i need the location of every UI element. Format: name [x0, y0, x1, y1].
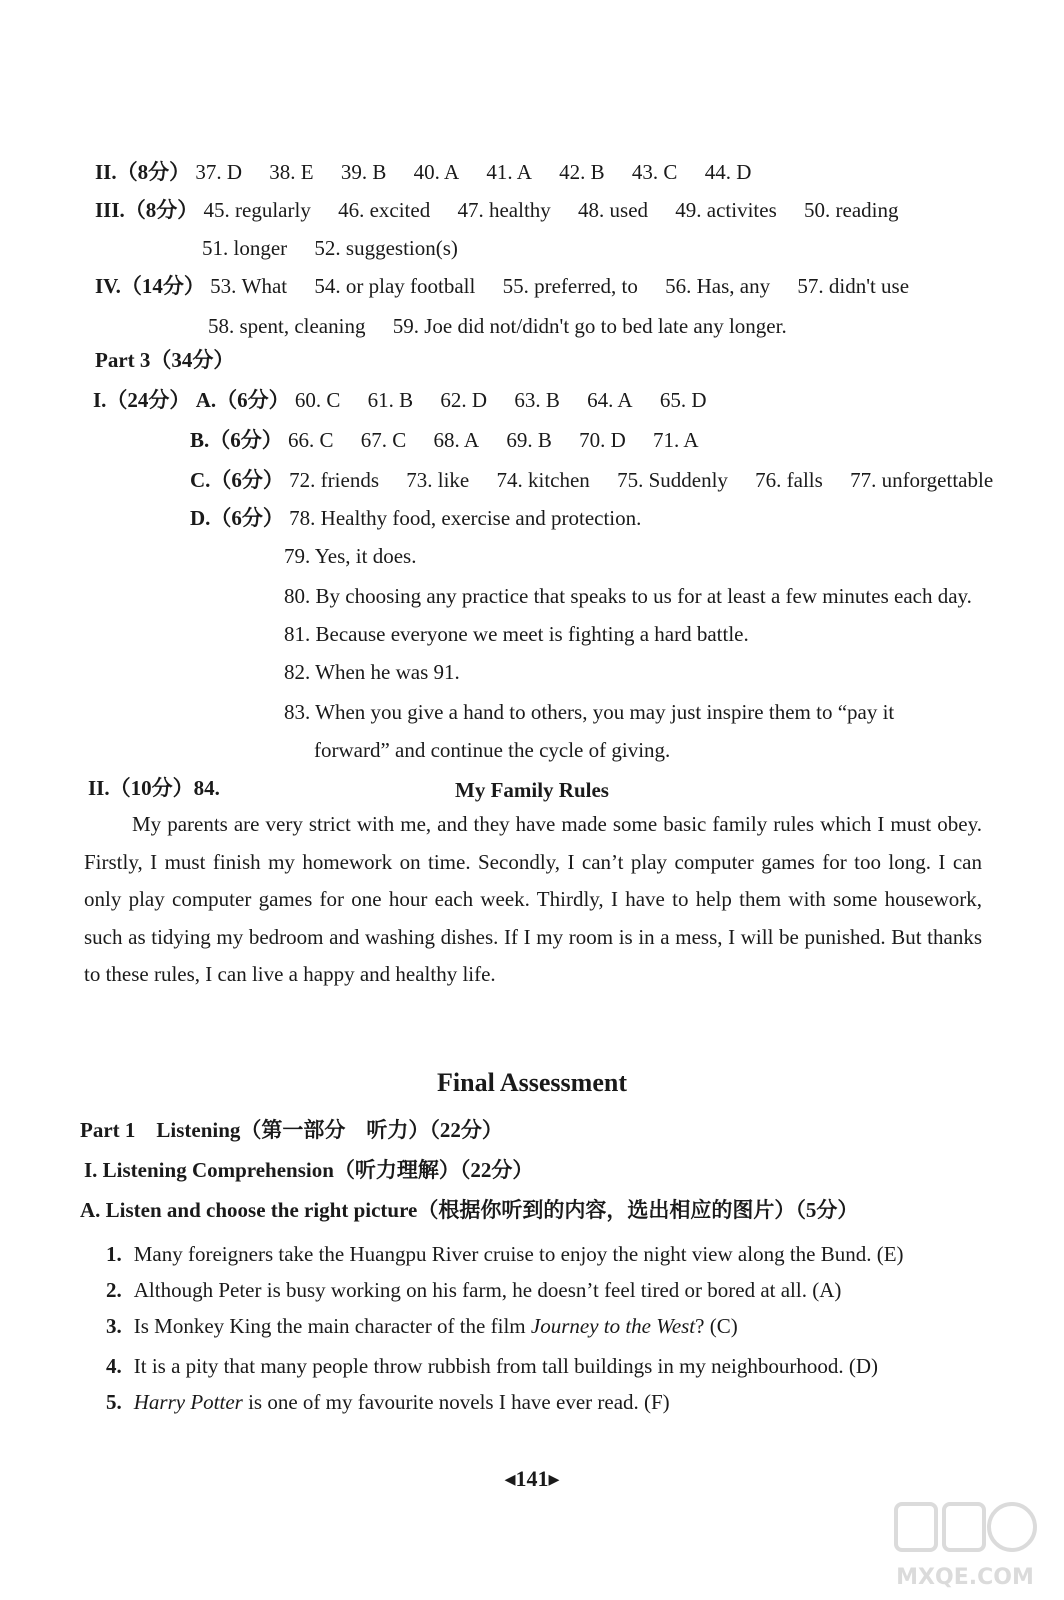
section-IV-answers: [95, 272, 909, 300]
section-label: II.（10分）84.: [88, 776, 220, 800]
part3-B-answers: [190, 426, 699, 454]
final-listening-heading: I. Listening Comprehension（听力理解）（22分）: [84, 1158, 534, 1182]
answer: 68. A: [433, 428, 480, 452]
answer: 39. B: [340, 160, 387, 184]
watermark-text: MXQE.COM: [896, 1565, 1034, 1590]
part3-A-answers: [93, 386, 707, 414]
answer: 73. like: [406, 468, 470, 492]
answer: 52. suggestion(s): [314, 236, 458, 260]
item-text: is one of my favourite novels I have ever read. (F): [242, 1390, 670, 1414]
answer: 64. A: [587, 388, 633, 412]
answer: 47. healthy: [457, 198, 551, 222]
answer: 62. D: [440, 388, 488, 412]
answer: 50. reading: [804, 198, 899, 222]
essay-body: My parents are very strict with me, and they have made some basic family rules which I must obey. Firstly, I must finish my homework on time. Secondly, I can’t play computer games for too long. I can only play computer games for one hour each week. Thirdly, I have to help them with some housework, such as tidying my bedroom and washing dishes. If I my room is in a mess, I will be punished. But thanks to these rules, I can live a happy and healthy life.: [84, 812, 982, 986]
answer: 67. C: [360, 428, 407, 452]
answer: 61. B: [367, 388, 414, 412]
section-label: II.: [95, 160, 117, 184]
item-number: 5.: [106, 1390, 122, 1414]
listening-item-4: [106, 1352, 878, 1380]
answer: 51. longer: [202, 236, 288, 260]
film-title: Journey to the West: [530, 1314, 696, 1338]
answer: 58. spent, cleaning: [208, 314, 366, 338]
section-III-answers: [95, 196, 899, 224]
part3-D-answer-79: 79. Yes, it does.: [284, 544, 417, 568]
answer: 78. Healthy food, exercise and protection.: [289, 506, 642, 530]
section-label: IV.: [95, 274, 121, 298]
answer: 49. activites: [675, 198, 777, 222]
subsection-label: D.（6分）: [190, 506, 284, 530]
section-points: （14分）: [120, 274, 205, 298]
answer: 57. didn't use: [797, 274, 910, 298]
section-label: I.（24分）: [93, 388, 191, 412]
answer: 74. kitchen: [496, 468, 590, 492]
listening-item-1: [106, 1240, 904, 1268]
item-text: It is a pity that many people throw rubbish from tall buildings in my neighbourhood. (D): [133, 1354, 878, 1378]
answer: 72. friends: [289, 468, 379, 492]
item-number: 3.: [106, 1314, 122, 1338]
answer: 45. regularly: [203, 198, 311, 222]
item-number: 2.: [106, 1278, 122, 1302]
section-points: （8分）: [116, 160, 191, 184]
answer: 55. preferred, to: [502, 274, 638, 298]
item-number: 1.: [106, 1242, 122, 1266]
answer: 38. E: [269, 160, 314, 184]
section-IV-answers-cont: [208, 312, 787, 340]
part3-D-answer-81: 81. Because everyone we meet is fighting a hard battle.: [284, 622, 749, 646]
novel-title: Harry Potter: [133, 1390, 243, 1414]
part3-D-answer-83: 83. When you give a hand to others, you may just inspire them to “pay it: [284, 700, 895, 724]
answer: 54. or play football: [314, 274, 476, 298]
listening-item-3: [106, 1312, 738, 1340]
answer: 41. A: [486, 160, 532, 184]
item-number: 4.: [106, 1354, 122, 1378]
answer: 40. A: [413, 160, 460, 184]
subsection-label: A.（6分）: [195, 388, 290, 412]
final-assessment-title: Final Assessment: [437, 1068, 627, 1097]
answer: 53. What: [210, 274, 288, 298]
answer: 77. unforgettable: [850, 468, 994, 492]
listening-item-5: [106, 1388, 670, 1416]
answer: 43. C: [631, 160, 678, 184]
part3-D-answer-80: 80. By choosing any practice that speaks to us for at least a few minutes each day.: [284, 584, 972, 608]
listening-item-2: [106, 1276, 841, 1304]
answer: 46. excited: [338, 198, 431, 222]
subsection-label: C.（6分）: [190, 468, 284, 492]
answer: 63. B: [514, 388, 560, 412]
answer: 48. used: [578, 198, 649, 222]
section-III-answers-cont: [202, 234, 458, 262]
essay-title: My Family Rules: [455, 778, 609, 802]
answer: 75. Suddenly: [617, 468, 728, 492]
final-section-A-heading: A. Listen and choose the right picture（根据你听到的内容，选出相应的图片）（5分）: [80, 1198, 859, 1222]
answer: 42. B: [559, 160, 605, 184]
answer: 76. falls: [755, 468, 823, 492]
section-label: III.: [95, 198, 125, 222]
section-II-answers: [95, 158, 751, 186]
answer: 66. C: [288, 428, 334, 452]
part3-D-answer-82: 82. When he was 91.: [284, 660, 460, 684]
final-part1-heading: Part 1 Listening（第一部分 听力）（22分）: [80, 1118, 503, 1142]
answer: 69. B: [506, 428, 552, 452]
item-text: Many foreigners take the Huangpu River cruise to enjoy the night view along the Bund. (E): [133, 1242, 904, 1266]
answer: 56. Has, any: [665, 274, 771, 298]
answer: 65. D: [659, 388, 707, 412]
item-text: Although Peter is busy working on his farm, he doesn’t feel tired or bored at all. (A): [133, 1278, 842, 1302]
subsection-label: B.（6分）: [190, 428, 283, 452]
answer: 59. Joe did not/didn't go to bed late any longer.: [392, 314, 787, 338]
part3-heading: Part 3（34分）: [95, 348, 235, 372]
answer: 60. C: [294, 388, 341, 412]
item-answer: ? (C): [695, 1314, 738, 1338]
part3-D-answer-78: [190, 504, 641, 532]
answer: 71. A: [653, 428, 699, 452]
watermark-logo-icon: [890, 1500, 1040, 1596]
item-text: Is Monkey King the main character of the film: [133, 1314, 531, 1338]
part3-C-answers: [190, 466, 993, 494]
section-points: （8分）: [124, 198, 199, 222]
answer: 37. D: [195, 160, 243, 184]
answer: 70. D: [579, 428, 626, 452]
answer: 44. D: [704, 160, 752, 184]
page-number: ◂141▸: [504, 1466, 560, 1491]
part3-D-answer-83-cont: forward” and continue the cycle of giving.: [314, 738, 671, 762]
